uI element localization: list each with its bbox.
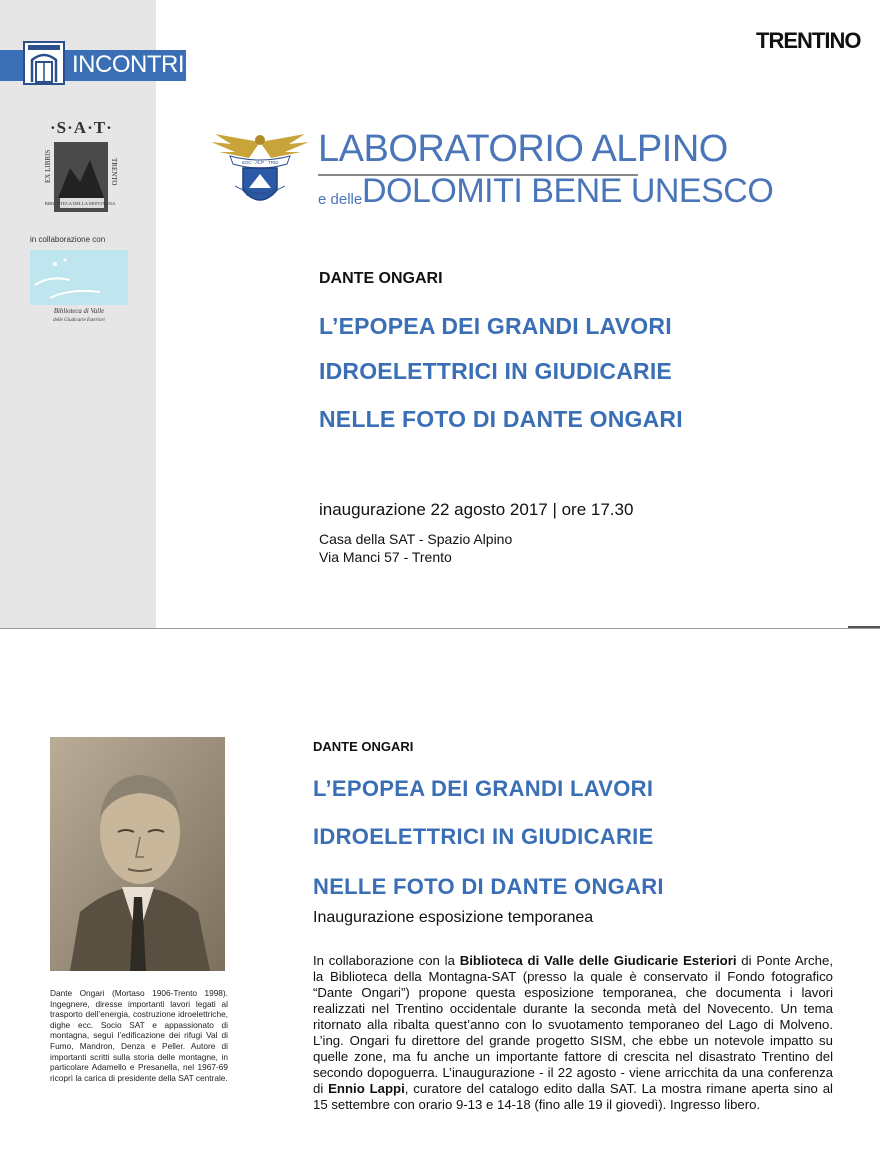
biblioteca-logo-title: Biblioteca di Valle — [53, 308, 105, 315]
page-divider-accent — [848, 626, 880, 628]
sat-exlibris-bottom-text: BIBLIOTECA DELLA MONTAGNA — [44, 201, 116, 206]
portrait-illustration — [50, 737, 225, 971]
page-divider — [0, 628, 880, 629]
headline-2-line-3: NELLE FOTO DI DANTE ONGARI — [313, 874, 664, 899]
laboratorio-subtitle: DOLOMITI BENE UNESCO — [362, 172, 774, 210]
headline-2-line-1: L’EPOPEA DEI GRANDI LAVORI — [313, 776, 654, 801]
exhibition-subtitle: Inaugurazione esposizione temporanea — [313, 909, 594, 926]
collaboration-label: in collaborazione con — [30, 235, 106, 244]
laboratorio-title: LABORATORIO ALPINO — [318, 128, 728, 170]
laboratorio-sub-small: e delle — [318, 191, 363, 208]
headline-line-3: NELLE FOTO DI DANTE ONGARI — [319, 406, 683, 432]
gateway-icon — [22, 40, 66, 86]
sat-title: ·S·A·T· — [50, 118, 113, 137]
author-name-2: DANTE ONGARI — [313, 739, 414, 754]
sat-eagle-emblem — [205, 128, 315, 213]
incontri-label: INCONTRI — [72, 51, 184, 78]
body-bold-biblioteca: Biblioteca di Valle delle Giudicarie Esteriori — [459, 953, 737, 968]
inauguration-date: inaugurazione 22 agosto 2017 | ore 17.30 — [319, 500, 634, 519]
headline-line-1: L’EPOPEA DEI GRANDI LAVORI — [319, 313, 672, 339]
biblioteca-logo — [30, 250, 128, 325]
body-text-3: , curatore del catalogo edito dalla SAT. La mostra rimane aperta sino al 15 settembre con orario 9-13 e 14-18 (fino alle 19 il giovedì). Ingresso libero. — [313, 1081, 833, 1112]
eagle-ribbon-text: SOC · ALP · TRID — [241, 160, 279, 165]
portrait-photo — [50, 737, 225, 971]
body-paragraph — [313, 953, 833, 1113]
body-text-2: di Ponte Arche, la Biblioteca della Montagna-SAT (presso la quale è conservato il Fondo fotografico “Dante Ongari”) propone questa esposizione temporanea, che documenta i lavori realizzati nel Trentino occidentale durante la seconda metà del Novecento. Un tema ritornato alla ribalta quest’anno con lo svuotamento temporaneo del Lago di Molveno. L’ing. Ongari fu direttore del grande progetto SISM, che ebbe un notevole impatto su quelle zone, ma fu anche un importante fattore di crescita nel disastrato Trentino del secondo dopoguerra. L’inaugurazione - il 22 agosto - viene arricchita da una conferenza di — [313, 953, 833, 1096]
trentino-logo: TRENTINO — [756, 28, 861, 53]
sat-exlibris-left-text: EX LIBRIS — [44, 149, 52, 183]
body-bold-lappi: Ennio Lappi — [328, 1081, 405, 1096]
body-text-1: In collaborazione con la — [313, 953, 460, 968]
sat-exlibris-logo — [40, 138, 120, 218]
headline-2-line-2: IDROELETTRICI IN GIUDICARIE — [313, 824, 654, 849]
venue-name: Casa della SAT - Spazio Alpino — [319, 531, 513, 547]
portrait-caption: Dante Ongari (Mortaso 1906-Trento 1998). Ingegnere, diresse importanti lavori legati al trasporto dell’energia, costruzione idroelettriche, dighe ecc. Socio SAT e appassionato di montagna, seguì l’edificazione dei rifugi Val di Fumo, Mandron, Denza e Peller. Autore di importanti scritti sulla storia delle montagne, in particolare Adamello e Presanella, nel 1967-69 ricoprì la carica di presidente della SAT centrale. — [50, 988, 228, 1083]
headline-line-2: IDROELETTRICI IN GIUDICARIE — [319, 358, 672, 384]
venue-address: Via Manci 57 - Trento — [319, 549, 452, 565]
biblioteca-logo-subtitle: delle Giudicarie Esteriori — [53, 318, 105, 323]
eagle-motto-text: EXCELSIOR — [246, 193, 274, 198]
author-name: DANTE ONGARI — [319, 270, 443, 287]
sat-exlibris-right-text: TRENTO — [110, 158, 118, 186]
